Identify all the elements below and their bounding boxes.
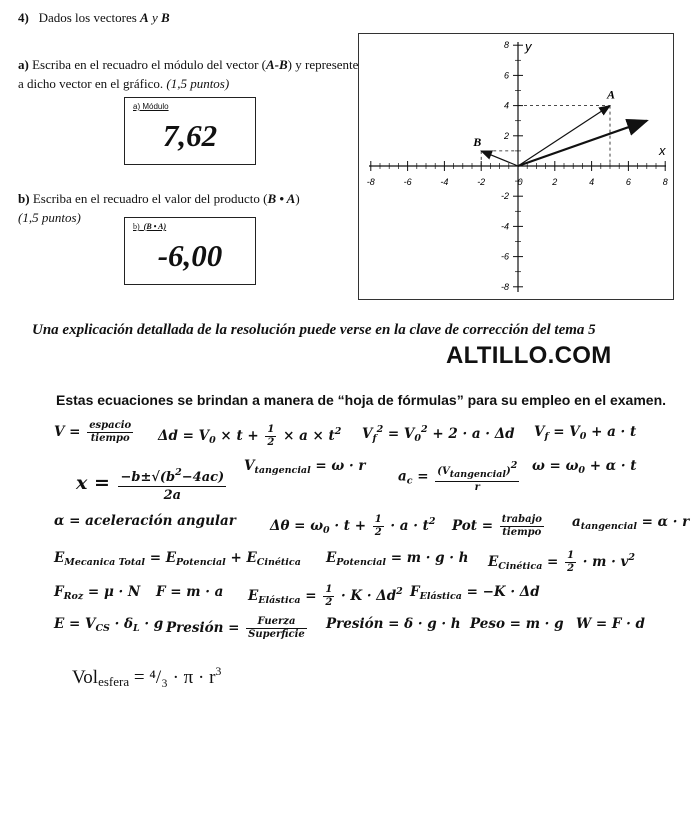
formula-centripetal-acceleration: $a_c$ = $\frac{\text{(Vtangencial)2}}{r}$ <box>398 460 518 493</box>
y-tick-label: 4 <box>503 100 509 111</box>
part-a-points: (1,5 puntos) <box>166 76 230 91</box>
formula-weight: Peso = m · g <box>470 616 564 632</box>
vector-a-minus-b-arrow <box>518 121 647 166</box>
explanation-note: Una explicación detallada de la resolución puede verse en la clave de corrección del tema 5 <box>32 322 596 338</box>
part-a-statement: a) Escriba en el recuadro el módulo del vector (A-B) y represente a dicho vector en el gráfico. (1,5 puntos) <box>18 57 359 91</box>
x-tick-label: -6 <box>403 177 412 187</box>
vectors <box>472 88 647 166</box>
y-tick-label: 2 <box>503 130 509 141</box>
vector-a-name: A <box>140 10 149 25</box>
x-tick-label: -2 <box>477 177 486 187</box>
formula-final-velocity: $V_f = V_0 + a \cdot t$ <box>534 424 637 442</box>
product-box-label: b) (B • A) <box>133 222 167 231</box>
question-header <box>18 10 170 26</box>
formula-force: F = m · a <box>156 584 224 600</box>
x-tick-label: 4 <box>589 177 595 187</box>
y-tick-label: -8 <box>500 281 509 292</box>
x-tick-label: 6 <box>625 177 631 187</box>
product-value: -6,00 <box>157 238 223 273</box>
formula-tangential-acceleration: $a_{tangencial} = \alpha \cdot r$ <box>572 514 690 532</box>
module-answer-box <box>124 97 256 165</box>
x-ticks <box>367 161 668 187</box>
y-tick-label: 6 <box>503 70 509 81</box>
y-tick-label: 8 <box>503 40 509 51</box>
formula-work: W = F · d <box>576 616 645 632</box>
part-b-statement: b) Escriba en el recuadro el valor del producto (B • A) (1,5 puntos) <box>18 191 300 225</box>
formula-tangential-velocity: $V_{tangencial} = \omega \cdot r$ <box>244 458 366 476</box>
question-intro: Dados los vectores <box>38 10 137 25</box>
module-value: 7,62 <box>162 118 218 153</box>
question-number: 4) <box>18 10 29 25</box>
formula-final-velocity-squared: $V_f^2 = V_0^2 + 2 \cdot a \cdot \Delta d$ <box>362 424 515 444</box>
formula-kinetic-energy: $E_{Cinética}$ = $\frac{1}{2}$ · $m \cdot v^2$ <box>488 550 636 574</box>
formula-angular-displacement: $\Delta\theta = \omega_0 \cdot t$ + $\frac{1}{2}$ · $a \cdot t^2$ <box>270 514 436 538</box>
formula-potential-energy: $E_{Potencial} = m \cdot g \cdot h$ <box>326 550 469 568</box>
formula-elastic-force: $F_{Elástica} = -K \cdot \Delta d$ <box>410 584 540 602</box>
formula-displacement: $\Delta d = V_0 \times t$ + $\frac{1}{2}$ × $a \times t^2$ <box>158 424 342 448</box>
formula-power: Pot = $\frac{\text{trabajo}}{\text{tiempo}}$ <box>452 514 542 538</box>
x-axis-label: x <box>659 143 666 158</box>
vector-b-label: B <box>473 134 482 149</box>
y-tick-label: -4 <box>500 221 509 232</box>
module-box-label: a) Módulo <box>133 102 169 111</box>
x-tick-label: 2 <box>552 177 558 187</box>
y-axis-label: y <box>525 39 532 54</box>
x-tick-label: 0 <box>517 177 523 187</box>
vector-graph-svg <box>359 34 673 299</box>
brand-logo-text: ALTILLO.COM <box>446 342 612 369</box>
vector-b-name: B <box>161 10 170 25</box>
x-tick-label: -8 <box>366 177 375 187</box>
vector-graph <box>358 33 674 300</box>
part-b-points: (1,5 puntos) <box>18 210 81 225</box>
formula-elastic-energy: $E_{Elástica}$ = $\frac{1}{2}$ · $K \cdot \Delta d^2$ <box>248 584 403 608</box>
formula-sheet-title: Estas ecuaciones se brindan a manera de “hoja de fórmulas” para su empleo en el examen. <box>56 392 667 408</box>
product-answer-box <box>124 217 256 285</box>
vector-a-label: A <box>607 87 616 102</box>
formula-friction: $F_{Roz} = \mu \cdot N$ <box>54 584 141 602</box>
x-tick-label: 8 <box>662 177 668 187</box>
formula-buoyancy: $E = V_{CS} \cdot \delta_L \cdot g$ <box>54 616 164 634</box>
formula-angular-velocity: $\omega = \omega_0 + \alpha \cdot t$ <box>532 458 637 476</box>
formula-velocity: V = $\frac{\text{espacio}}{\text{tiempo}}$ <box>54 420 132 444</box>
x-tick-label: -4 <box>440 177 449 187</box>
formula-pressure-force: Presión = $\frac{\text{Fuerza}}{\text{Superficie}}$ <box>166 616 305 640</box>
conjunction: y <box>151 10 158 25</box>
formula-mechanical-energy: $E_{Mecanica Total} = E_{Potencial} + E_{Cinética}$ <box>54 550 301 568</box>
y-tick-label: -6 <box>500 251 509 262</box>
formula-hydrostatic-pressure: Presión = δ · g · h <box>326 616 461 632</box>
y-tick-label: -2 <box>500 191 509 202</box>
vector-a-arrow <box>518 106 610 166</box>
formula-angular-acceleration-def: α = aceleración angular <box>54 513 236 529</box>
sphere-volume-formula: Volesfera = $^4/_3 \cdot \pi \cdot r^3$ <box>72 664 222 689</box>
formula-quadratic: x = $\frac{-b\pm√(b^2-4ac)}{2a}$ <box>76 464 228 504</box>
